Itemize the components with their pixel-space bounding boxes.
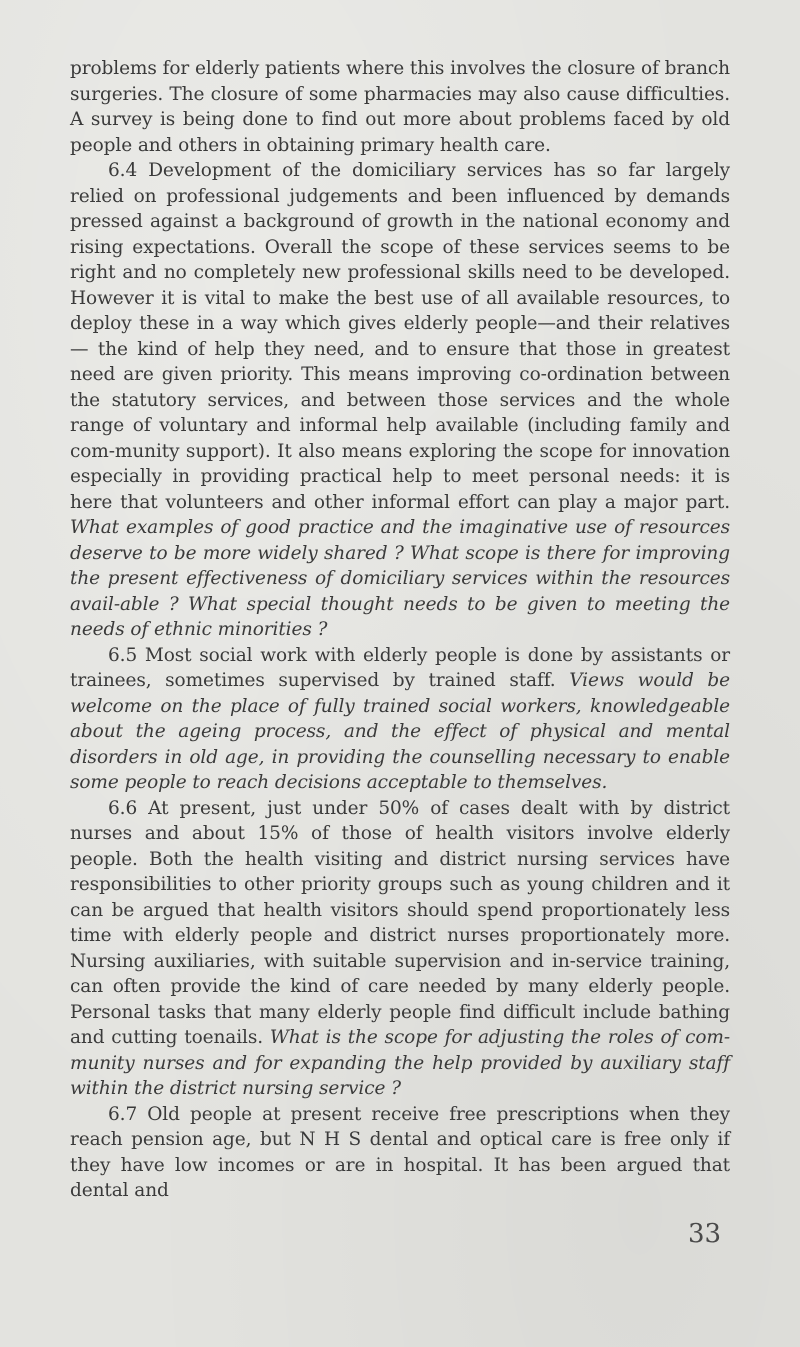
text-run: 6.4 Development of the domiciliary services has so far largely relied on professional judgements and been influenced by demands pressed against a background of growth in the national economy and rising expectations. Overall the scope of these services seems to be right and no completely new professional skills need to be developed. However it is vital to make the best use of all available resources, to deploy these in a way which gives elderly people—and their relatives— the kind of help they need, and to ensure that those in greatest need are given priority. This means improving co-ordination between the statutory services, and between those services and the whole range of voluntary and informal help available (including family and com-munity support). It also means exploring the scope for innovation especially in providing practical help to meet personal needs: it is here that volunteers and other informal effort can play a major part.: [70, 160, 730, 513]
question-text: What examples of good practice and the imaginative use of resources deserve to be more widely shared ? What scope is there for improving the present effectiveness of domiciliary services within the resources avail-able ? What special thought needs to be given to meeting the needs of ethnic minorities ?: [70, 517, 730, 640]
text-run: 6.5 Most social work with elderly people is done by assistants or trainees, sometimes supervised by trained staff.: [70, 644, 730, 691]
paragraph-continued: [70, 56, 730, 158]
body-text: [70, 56, 730, 1204]
text-run: 6.7 Old people at present receive free prescriptions when they reach pension age, but N H S dental and optical care is free only if they have low incomes or are in hospital. It has been argued that dental and: [70, 1103, 730, 1201]
question-text: What is the scope for adjusting the roles of com-munity nurses and for expanding the help provided by auxiliary staff within the district nursing service ?: [70, 1027, 730, 1099]
paragraph-6-7: [70, 1102, 730, 1204]
page-number: 33: [688, 1219, 722, 1249]
text-run: 6.6 At present, just under 50% of cases dealt with by district nurses and about 15% of those of health visitors involve elderly people. Both the health visiting and district nursing services have responsibilities to other priority groups such as young children and it can be argued that health visitors should spend proportionately less time with elderly people and district nurses proportionately more. Nursing auxiliaries, with suitable supervision and in-service training, can often provide the kind of care needed by many elderly people. Personal tasks that many elderly people find difficult include bathing and cutting toenails.: [70, 797, 730, 1048]
paragraph-6-4: [70, 158, 730, 643]
question-text: Views would be welcome on the place of fully trained social workers, knowledgeable about the ageing process, and the effect of physical and mental disorders in old age, in providing the counselling necessary to enable some people to reach decisions acceptable to themselves.: [70, 670, 731, 793]
paragraph-6-6: [70, 796, 730, 1102]
paragraph-6-5: [70, 643, 730, 796]
text-run: problems for elderly patients where this involves the closure of branch surgeries. The closure of some pharmacies may also cause difficulties. A survey is being done to find out more about problems faced by old people and others in obtaining primary health care.: [70, 58, 730, 156]
